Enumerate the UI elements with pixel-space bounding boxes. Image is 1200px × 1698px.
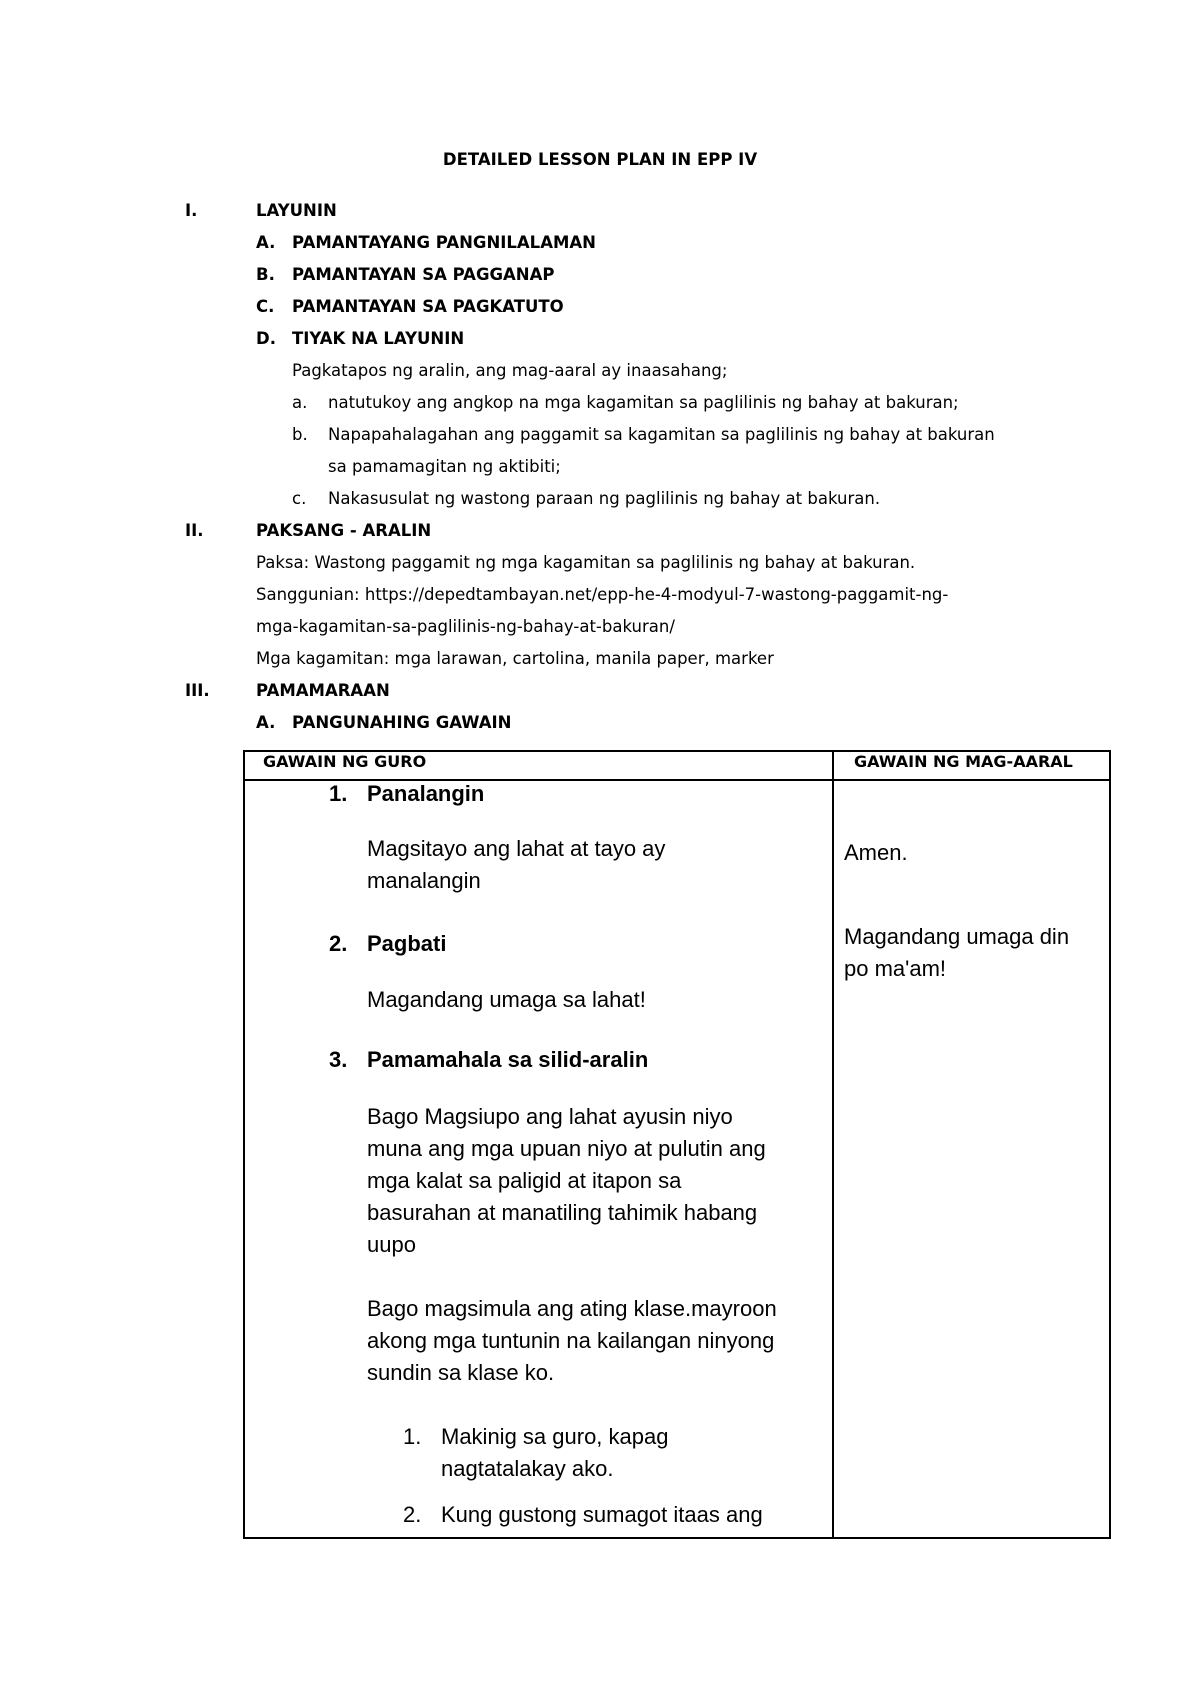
paksa-text: Paksa: Wastong paggamit ng mga kagamitan sa paglilinis ng bahay at bakuran.: [256, 553, 916, 572]
step-title-pagbati: Pagbati: [367, 931, 447, 956]
heading-pangunahing-gawain: PANGUNAHING GAWAIN: [292, 713, 512, 732]
text-line: nagtatalakay ako.: [441, 1456, 614, 1481]
objective-a: natutukoy ang angkop na mga kagamitan sa paglilinis ng bahay at bakuran;: [328, 393, 959, 412]
objective-letter-b: b.: [292, 425, 308, 444]
rule-number-1: 1.: [403, 1424, 422, 1449]
pamamahala-paragraph-2: [367, 1293, 777, 1389]
heading-pamantayan-sa-pagganap: PAMANTAYAN SA PAGGANAP: [292, 265, 555, 284]
table-row: [244, 780, 1110, 1538]
list-letter-b: B.: [256, 265, 275, 284]
list-letter-d: D.: [256, 329, 276, 348]
section-numeral-3: III.: [185, 681, 210, 700]
text-line: po ma'am!: [844, 956, 947, 981]
list-letter-c: C.: [256, 297, 275, 316]
objective-letter-a: a.: [292, 393, 308, 412]
activity-table: [243, 750, 1111, 1539]
step-number-3: 3.: [329, 1047, 348, 1072]
sanggunian-text-continued: mga-kagamitan-sa-paglilinis-ng-bahay-at-bakuran/: [256, 617, 675, 636]
objective-c: Nakasusulat ng wastong paraan ng paglilinis ng bahay at bakuran.: [328, 489, 881, 508]
header-gawain-ng-guro: GAWAIN NG GURO: [244, 751, 833, 780]
text-line: manalangin: [367, 868, 481, 893]
teacher-activity-cell: [244, 780, 833, 1538]
sanggunian-text: Sanggunian: https://depedtambayan.net/epp-he-4-modyul-7-wastong-paggamit-ng-: [256, 585, 949, 604]
text-line: Makinig sa guro, kapag: [441, 1424, 669, 1449]
step-title-pamamahala: Pamamahala sa silid-aralin: [367, 1047, 649, 1072]
table-header-row: [244, 751, 1110, 780]
kagamitan-text: Mga kagamitan: mga larawan, cartolina, manila paper, marker: [256, 649, 774, 668]
list-letter-a-pangunahing: A.: [256, 713, 276, 732]
rule-item-2: [403, 1499, 763, 1531]
text-line: Magsitayo ang lahat at tayo ay: [367, 836, 666, 861]
objective-b-continued: sa pamamagitan ng aktibiti;: [328, 457, 561, 476]
text-line: Magandang umaga din: [844, 924, 1070, 949]
header-gawain-ng-mag-aaral: GAWAIN NG MAG-AARAL: [833, 751, 1110, 780]
student-reply-pagbati: [844, 921, 1069, 985]
text-line: Bago magsimula ang ating klase.mayroon: [367, 1296, 777, 1321]
text-line: mga kalat sa paligid at itapon sa: [367, 1168, 682, 1193]
section-heading-pamamaraan: PAMAMARAAN: [256, 681, 390, 700]
student-activity-cell: [833, 780, 1110, 1538]
section-heading-paksang-aralin: PAKSANG - ARALIN: [256, 521, 432, 540]
text-line: sundin sa klase ko.: [367, 1360, 555, 1385]
rule-item-1: [403, 1421, 668, 1485]
section-numeral-1: I.: [185, 201, 198, 220]
objective-letter-c: c.: [292, 489, 307, 508]
heading-pamantayang-pangnilalaman: PAMANTAYANG PANGNILALAMAN: [292, 233, 596, 252]
text-line: uupo: [367, 1232, 416, 1257]
pamamahala-paragraph-1: [367, 1101, 766, 1261]
text-line: Kung gustong sumagot itaas ang: [441, 1502, 763, 1527]
heading-tiyak-na-layunin: TIYAK NA LAYUNIN: [292, 329, 465, 348]
section-heading-layunin: LAYUNIN: [256, 201, 337, 220]
heading-pamantayan-sa-pagkatuto: PAMANTAYAN SA PAGKATUTO: [292, 297, 564, 316]
step-title-panalangin: Panalangin: [367, 781, 485, 806]
panalangin-text: [367, 833, 665, 897]
step-number-2: 2.: [329, 931, 348, 956]
pagbati-text: Magandang umaga sa lahat!: [367, 987, 646, 1012]
objectives-intro: Pagkatapos ng aralin, ang mag-aaral ay inaasahang;: [292, 361, 728, 380]
objective-b: Napapahalagahan ang paggamit sa kagamitan sa paglilinis ng bahay at bakuran: [328, 425, 995, 444]
text-line: Bago Magsiupo ang lahat ayusin niyo: [367, 1104, 733, 1129]
section-numeral-2: II.: [185, 521, 204, 540]
document-title: DETAILED LESSON PLAN IN EPP IV: [442, 150, 758, 169]
text-line: basurahan at manatiling tahimik habang: [367, 1200, 758, 1225]
student-reply-amen: Amen.: [844, 840, 908, 865]
text-line: muna ang mga upuan niyo at pulutin ang: [367, 1136, 766, 1161]
list-letter-a: A.: [256, 233, 276, 252]
step-number-1: 1.: [329, 781, 348, 806]
rule-number-2: 2.: [403, 1502, 422, 1527]
text-line: akong mga tuntunin na kailangan ninyong: [367, 1328, 775, 1353]
